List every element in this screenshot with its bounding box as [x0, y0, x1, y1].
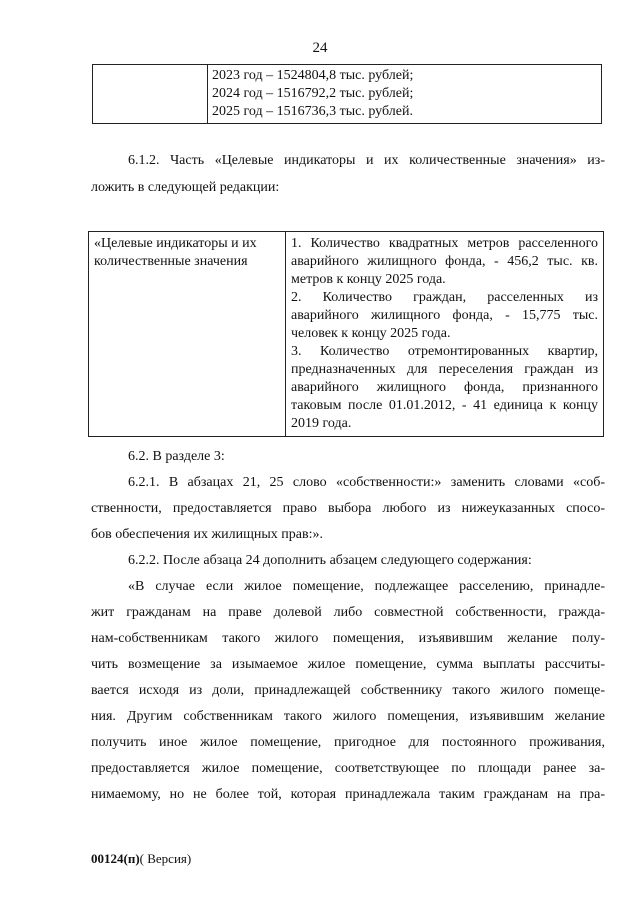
- quote-line: получить иное жилое помещение, пригодное для постоянного проживания,: [91, 735, 605, 750]
- page-number: 24: [312, 40, 328, 56]
- funding-table-label-cell: [93, 65, 208, 124]
- section-6-2-1-line3: бов обеспечения их жилищных прав:».: [91, 527, 324, 542]
- quote-line: жит гражданам на праве долевой либо совместной собственности, гражда-: [91, 605, 605, 620]
- quote-line: предоставляется жилое помещение, соответствующее по площади ранее за-: [91, 761, 605, 776]
- funding-row-2025: 2025 год – 1516736,3 тыс. рублей.: [212, 104, 413, 119]
- footer-code: 00124(п): [91, 851, 140, 866]
- funding-table: [92, 64, 602, 124]
- section-6-1-2-line2: ложить в следующей редакции:: [91, 180, 280, 195]
- document-footer: [91, 851, 191, 867]
- indicators-label-line1: «Целевые индикаторы и их: [94, 236, 257, 251]
- quote-line: ния. Другим собственникам такого жилого помещения, изъявившим желание: [91, 709, 605, 724]
- indicators-label-line2: количественные значения: [94, 254, 248, 269]
- section-6-1-2-line1: 6.1.2. Часть «Целевые индикаторы и их количественные значения» из-: [128, 153, 605, 168]
- section-6-2-1-line1: 6.2.1. В абзацах 21, 25 слово «собственности:» заменить словами «соб-: [128, 475, 605, 490]
- quote-line: нам-собственникам такого жилого помещения, изъявившим желание полу-: [91, 631, 605, 646]
- quote-line: «В случае если жилое помещение, подлежащее расселению, принадле-: [128, 579, 605, 594]
- indicators-values-cell: [286, 232, 604, 437]
- section-6-2: 6.2. В разделе 3:: [128, 449, 225, 464]
- section-6-2-1-line2: ственности, предоставляется право выбора любого из нижеуказанных спосо-: [91, 501, 605, 516]
- quote-line: нимаемому, но не более той, которая принадлежала таким гражданам на пра-: [91, 787, 605, 802]
- funding-table-values-cell: [208, 65, 602, 124]
- indicators-label-cell: [89, 232, 286, 437]
- funding-row-2023: 2023 год – 1524804,8 тыс. рублей;: [212, 68, 414, 83]
- indicator-item-2: 2. Количество граждан, расселенных из аварийного жилищного фонда, - 15,775 тыс. человек к концу 2025 года.: [291, 290, 598, 341]
- indicator-item-3: 3. Количество отремонтированных квартир, предназначенных для переселения граждан из аварийного жилищного фонда, признанного таковым после 01.01.2012, - 41 единица к концу 2019 года.: [291, 344, 598, 431]
- footer-version: ( Версия): [139, 851, 192, 866]
- quote-line: чить возмещение за изымаемое жилое помещение, сумма выплаты рассчиты-: [91, 657, 605, 672]
- section-6-2-2: 6.2.2. После абзаца 24 дополнить абзацем следующего содержания:: [128, 553, 532, 568]
- indicators-table: [88, 231, 604, 437]
- funding-row-2024: 2024 год – 1516792,2 тыс. рублей;: [212, 86, 414, 101]
- indicator-item-1: 1. Количество квадратных метров расселенного аварийного жилищного фонда, - 456,2 тыс. кв. метров к концу 2025 года.: [291, 236, 598, 287]
- quote-line: вается исходя из доли, принадлежащей собственнику такого жилого помеще-: [91, 683, 605, 698]
